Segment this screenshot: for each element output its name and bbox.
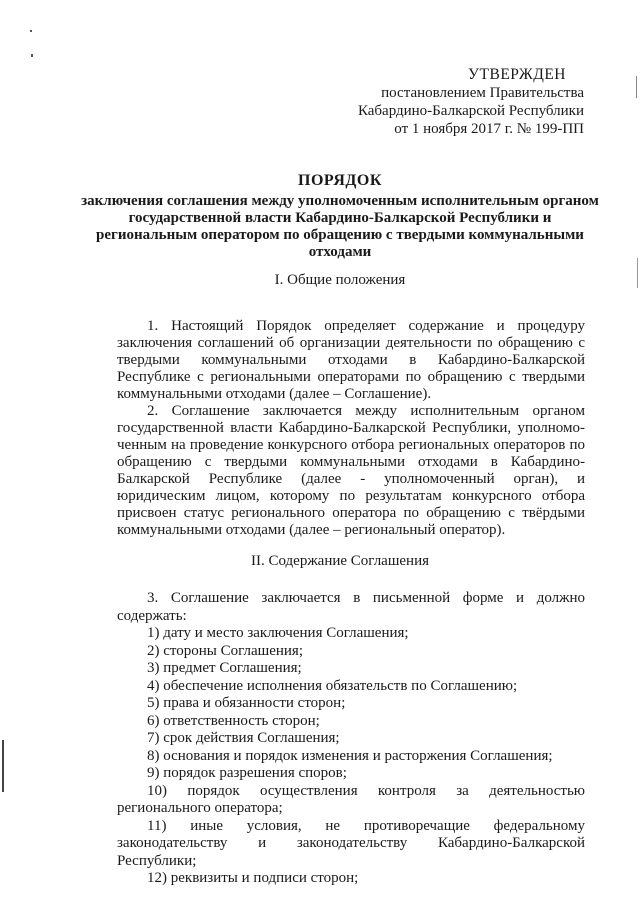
list-item: 12) реквизиты и подписи сторон; — [147, 870, 359, 886]
paragraph-1: 1. Настоящий Порядок определяет содержание и процедуру заключения соглашений об организации деятельности по обращению с твердыми коммунальными отходами в Кабардино-Балкарской Республике с региональными операторами по обращению с твердыми коммунальными отходами (далее – Соглашение). — [117, 318, 585, 402]
section-heading-2: II. Содержание Соглашения — [250, 553, 430, 569]
approval-block — [344, 66, 584, 138]
list-item: 2) стороны Соглашения; — [147, 642, 303, 659]
list-item: 10) порядок осуществления контроля за деятельностью регионального оператора; — [117, 782, 585, 816]
approval-line: постановлением Правительства — [381, 85, 584, 101]
paragraph-2: 2. Соглашение заключается между исполнительным органом государственной власти Кабардино-Балкарской Республики, уполномо-ченным на проведение конкурсного отбора региональных операторов по обращению с твердыми коммунальными отходами в Кабардино-Балкарской Республике (далее - уполномоченный орган), и юридическим лицом, которому по результатам конкурсного отбора присвоен статус регионального оператора по обращению с твёрдыми коммунальными отходами (далее – региональный оператор). — [117, 403, 585, 538]
list-item: 6) ответственность сторон; — [147, 712, 320, 729]
approval-line: от 1 ноября 2017 г. № 199-ПП — [394, 121, 584, 137]
list-intro: 3. Соглашение заключается в письменной форме и должно содержать: — [117, 590, 585, 624]
title-main: ПОРЯДОК — [298, 172, 382, 189]
section-heading-1: I. Общие положения — [274, 272, 406, 288]
scan-mark-line — [636, 76, 637, 98]
scan-mark-line — [2, 740, 4, 792]
list-item: 1) дату и место заключения Соглашения; — [147, 625, 409, 641]
document-title — [80, 172, 600, 261]
scan-mark-line — [637, 258, 638, 288]
list-item: 3) предмет Соглашения; — [147, 660, 302, 676]
list-item: 4) обеспечение исполнения обязательств по Соглашению; — [147, 677, 518, 694]
title-subtitle: заключения соглашения между уполномоченным исполнительным органом государственной власти Кабардино-Балкарской Республики и региональным оператором по обращению с твердыми коммунальными отходами — [81, 193, 599, 260]
list-item: 11) иные условия, не противоречащие федеральному законодательству и законодательству Кабардино-Балкарской Республики; — [117, 817, 585, 869]
list-item: 8) основания и порядок изменения и расторжения Соглашения; — [147, 747, 553, 764]
approval-heading: УТВЕРЖДЕН — [468, 66, 566, 83]
content-list — [117, 590, 585, 888]
scan-mark-dot — [31, 54, 33, 57]
list-item: 7) срок действия Соглашения; — [147, 730, 340, 746]
list-item: 9) порядок разрешения споров; — [147, 765, 347, 781]
scan-mark-dot — [30, 30, 32, 32]
list-item: 5) права и обязанности сторон; — [147, 695, 346, 711]
approval-line: Кабардино-Балкарской Республики — [357, 103, 584, 119]
